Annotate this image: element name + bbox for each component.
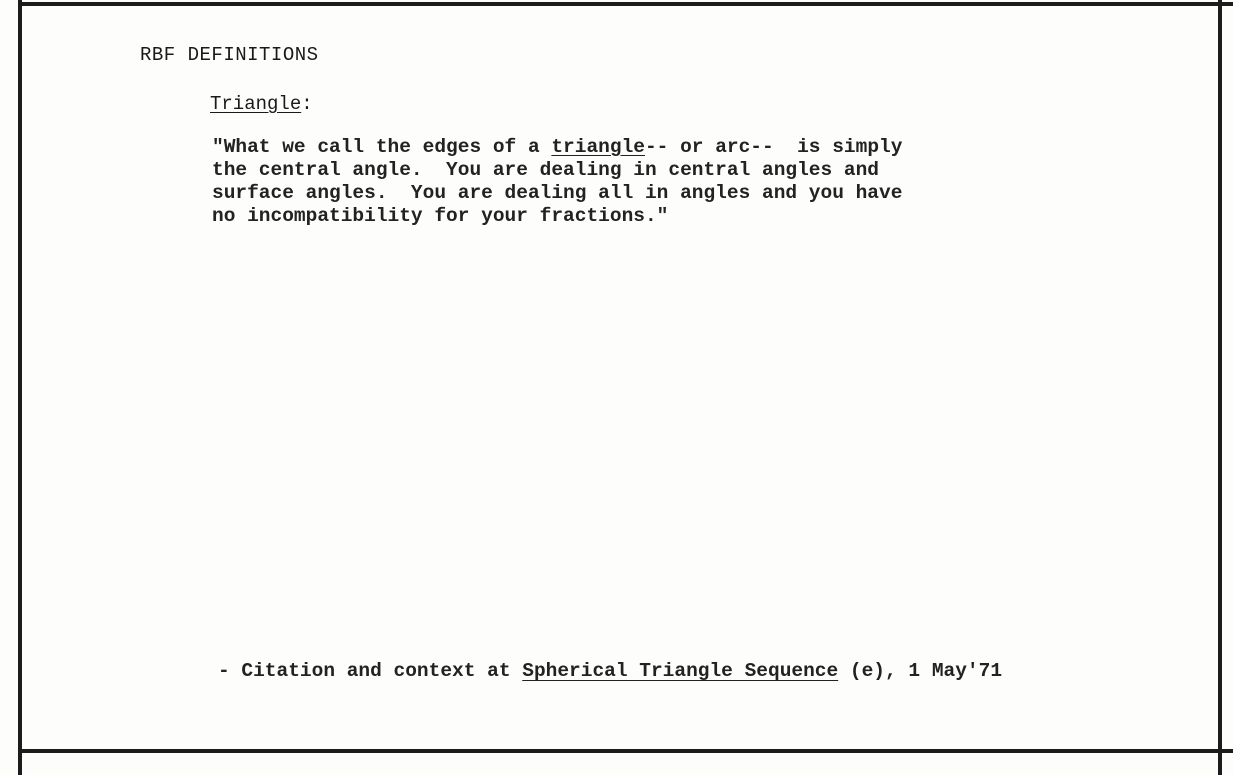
quote-line-1-after: -- or arc-- is simply [644, 136, 903, 158]
quote-underlined-term: triangle [551, 136, 645, 158]
quote-line-1-before: "What we call the edges of a [212, 136, 552, 158]
quote-line-4: no incompatibility for your fractions." [212, 205, 669, 227]
term-label: Triangle [210, 93, 302, 115]
quote-line-1 [212, 136, 1072, 159]
citation-prefix: - Citation and context at [218, 660, 523, 682]
definition-quote [212, 136, 1072, 228]
quote-line-3: surface angles. You are dealing all in angles and you have [212, 182, 903, 204]
term-suffix: : [301, 93, 313, 115]
citation-line [218, 660, 1002, 682]
section-title: RBF DEFINITIONS [140, 44, 319, 66]
citation-suffix: (e), 1 May'71 [838, 660, 1003, 682]
card-border-top [20, 2, 1233, 6]
quote-line-2: the central angle. You are dealing in central angles and [212, 159, 880, 181]
term-heading [210, 93, 313, 115]
card-border-right [1218, 0, 1222, 775]
card-border-left [18, 0, 22, 775]
citation-link[interactable]: Spherical Triangle Sequence [522, 660, 839, 682]
card-border-bottom [20, 749, 1233, 753]
